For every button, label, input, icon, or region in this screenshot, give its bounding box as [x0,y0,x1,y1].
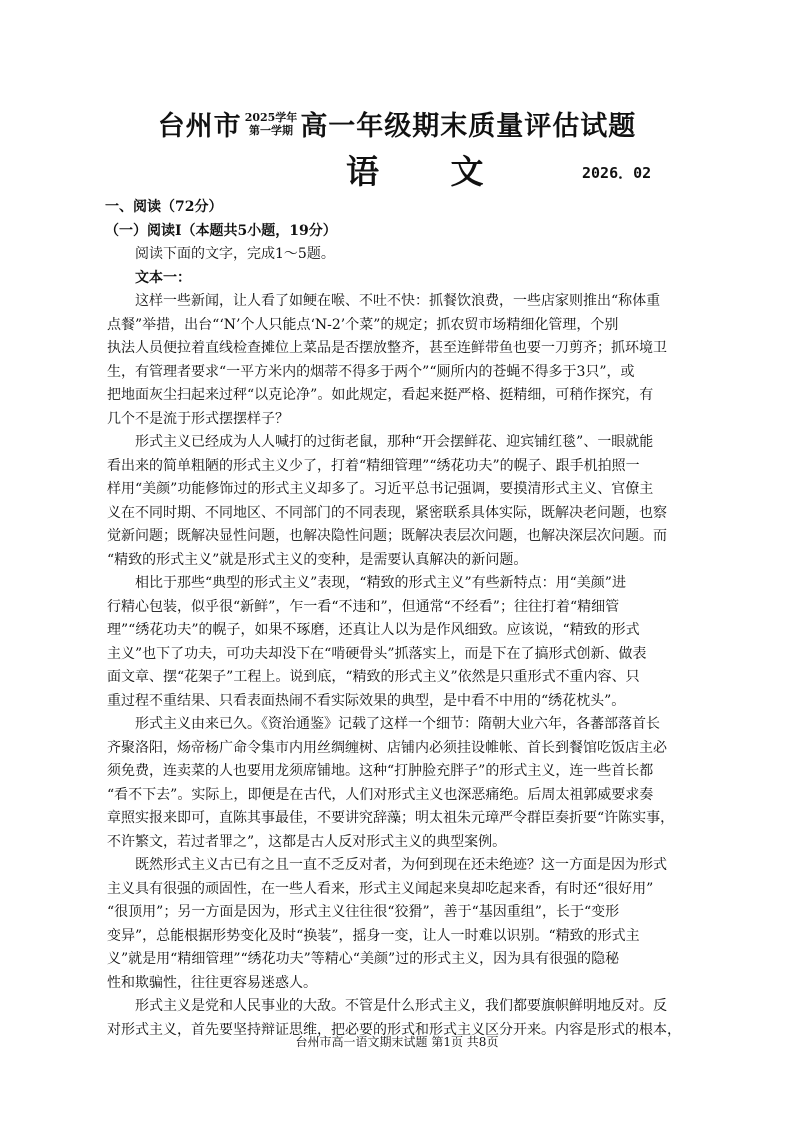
subsection-heading: （一）阅读Ⅰ（本题共5小题，19分） [105,222,337,239]
paragraph [107,854,697,995]
title-exam-name: 高一年级期末质量评估试题 [300,111,637,142]
paragraph-line: 点餐”举措，出台“‘N’个人只能点‘N-2’个菜”的规定；抓农贸市场精细化管理，个别 [107,316,619,333]
paragraph-line: 齐聚洛阳，炀帝杨广命令集市内用丝绸缠树、店铺内必须挂设帷帐、首长到餐馆吃饭店主必 [107,739,667,756]
paragraph-line: 这样一些新闻，让人看了如鲠在喉、不吐不快：抓餐饮浪费，一些店家则推出“称体重 [135,293,661,309]
paragraph [107,713,697,854]
title-semester: 第一学期 [249,123,293,137]
page-footer: 台州市高一语文期末试题 第1页 共8页 [295,1035,499,1049]
paragraph-line: 主义”也下了功夫，可功夫却没下在“啃硬骨头”抓落实上，而是下在了搞形式创新、做表 [107,645,647,662]
paragraph-line: 样用“美颜”功能修饰过的形式主义却多了。习近平总书记强调，要摸清形式主义、官僚主 [107,481,654,497]
paragraph-line: 形式主义由来已久。《资治通鉴》记载了这样一个细节：隋朝大业六年，各蕃部落首长 [135,716,660,732]
paragraph-line: 几个不是流于形式摆摆样子？ [107,410,289,427]
paragraph-line: 理”“绣花功夫”的幌子，如果不琢磨，还真让人以为是作风细致。应该说，“精致的形式 [107,622,640,638]
instruction-text: 阅读下面的文字，完成1～5题。 [135,246,335,262]
paragraph-line: 变异”，总能根据形势变化及时“换装”，摇身一变，让人一时难以识别。“精致的形式主 [107,927,640,944]
paragraph [107,431,697,572]
title-school-year: 2025学年 [244,110,298,124]
paragraph [107,290,697,431]
exam-date: 2026．02 [582,164,652,182]
paragraph-line: 性和欺骗性，往往更容易迷惑人。 [107,974,317,991]
paragraph-line: 看出来的简单粗陋的形式主义少了，打着“精细管理”“绣花功夫”的幌子、跟手机拍照一 [107,457,640,474]
paragraph-line: 章照实报来即可，直陈其事最佳，不要讲究辞藻；明太祖朱元璋严令群臣奏折要“许陈实事， [107,810,675,826]
title-term-stack [245,111,298,137]
paragraph-line: 形式主义是党和人民事业的大敌。不管是什么形式主义，我们都要旗帜鲜明地反对。反 [135,998,667,1014]
paragraph-line: 主义具有很强的顽固性，在一些人看来，形式主义闻起来臭却吃起来香，有时还“很好用” [107,880,654,897]
paragraph-line: 既然形式主义古已有之且一直不乏反对者，为何到现在还未绝迹？这一方面是因为形式 [135,857,667,873]
paragraph-line: “精致的形式主义”就是形式主义的变种，是需要认真解决的新问题。 [107,551,528,568]
paragraph-line: 面文章、摆“花架子”工程上。说到底，“精致的形式主义”依然是只重形式不重内容、只 [107,669,640,685]
paragraph-line: “看不下去”。实际上，即便是在古代，人们对形式主义也深恶痛绝。后周太祖郭威要求奏 [107,786,654,803]
paragraph-line: 生，有管理者要求“一平方米内的烟蒂不得多于两个”“厕所内的苍蝇不得多于3只”，或 [107,363,635,380]
paragraph-line: 对形式主义，首先要坚持辩证思维，把必要的形式和形式主义区分开来。内容是形式的根本， [107,1021,681,1038]
text-label: 文本一： [135,269,191,286]
paragraph-line: 行精心包装，似乎很“新鲜”，乍一看“不违和”，但通常“不经看”；往往打着“精细管 [107,598,620,615]
section-heading: 一、阅读（72分） [105,199,223,215]
paragraph-line: “很顶用”；另一方面是因为，形式主义往往很“狡猾”，善于“基因重组”，长于“变形 [107,904,620,920]
paragraph-line: 相比于那些“典型的形式主义”表现，“精致的形式主义”有些新特点：用“美颜”进 [135,575,626,591]
subject-row [0,146,794,191]
paragraph-line: 不许繁文，若过者罪之”，这都是古人反对形式主义的典型案例。 [107,833,507,850]
paragraph-line: 把地面灰尘扫起来过秤“以克论净”。如此规定，看起来挺严格、挺精细，可稍作探究，有 [107,387,654,403]
paragraph-line: 执法人员便拉着直线检查摊位上菜品是否摆放整齐，甚至连鲜带鱼也要一刀剪齐；抓环境卫 [107,340,667,356]
exam-title [0,104,794,143]
reading-section [107,196,697,1042]
paragraph-line: 重过程不重结果、只看表面热闹不看实际效果的典型，是中看不中用的“绣花枕头”。 [107,692,626,709]
paragraph-line: 觉新问题；既解决显性问题，也解决隐性问题；既解决表层次问题，也解决深层次问题。而 [107,528,667,544]
paragraph-line: 义”就是用“精细管理”“绣花功夫”等精心“美颜”过的形式主义，因为具有很强的隐秘 [107,951,620,967]
paragraph-line: 义在不同时期、不同地区、不同部门的不同表现，紧密联系具体实际，既解决老问题，也察 [107,504,667,521]
title-city: 台州市 [157,111,242,142]
paragraph [107,572,697,713]
subject-title: 语 文 [346,152,514,191]
paragraph-line: 须免费，连卖菜的人也要用龙须席铺地。这种“打肿脸充胖子”的形式主义，连一些首长都 [107,763,654,779]
paragraph-line: 形式主义已经成为人人喊打的过街老鼠，那种“开会摆鲜花、迎宾铺红毯”、一眼就能 [135,434,654,450]
